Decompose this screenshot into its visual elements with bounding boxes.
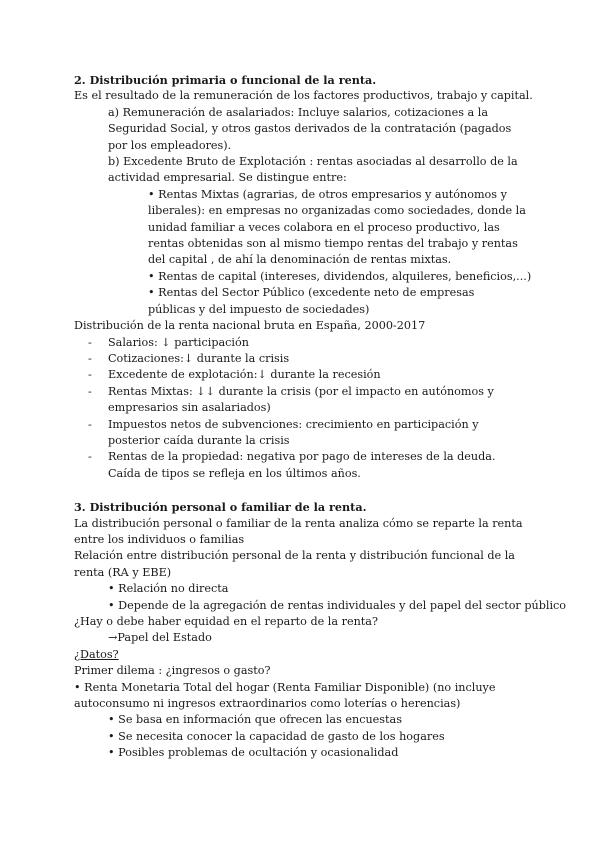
relation-paragraph: Relación entre distribución personal de la renta y distribución funcional de la renta (RA y EBE) — [74, 549, 515, 579]
dash-item-text: Cotizaciones:↓ durante la crisis — [108, 351, 290, 365]
final-bullet-capacidad-gasto: • Se necesita conocer la capacidad de gasto de los hogares — [108, 729, 445, 743]
distribution-title: Distribución de la renta nacional bruta en España, 2000-2017 — [74, 319, 426, 333]
document-page — [74, 72, 567, 762]
dash-item-cotizaciones — [74, 351, 534, 367]
section-2-heading: 2. Distribución primaria o funcional de la renta. — [74, 73, 377, 87]
dash-item-salarios — [74, 335, 534, 351]
sub-bullet-sector-publico: • Rentas del Sector Público (excedente neto de empresas públicas y del impuesto de sociedades) — [148, 286, 475, 316]
dash-item-rentas-mixtas — [74, 384, 524, 417]
final-bullet-encuestas: • Se basa en información que ofrecen las encuestas — [108, 713, 402, 727]
dash-marker: - — [88, 368, 92, 382]
datos-heading: ¿Datos? — [74, 647, 119, 661]
primer-dilema: Primer dilema : ¿ingresos o gasto? — [74, 664, 271, 678]
section-3-intro: La distribución personal o familiar de la renta analiza cómo se reparte la renta entre los individuos o familias — [74, 516, 523, 546]
dash-marker: - — [88, 351, 92, 365]
sub-bullet-rentas-capital: • Rentas de capital (intereses, dividendos, alquileres, beneficios,...) — [148, 269, 532, 283]
dash-item-text: Impuestos netos de subvenciones: crecimiento en participación y posterior caída durante la crisis — [108, 417, 479, 447]
dash-item-text: Rentas Mixtas: ↓↓ durante la crisis (por el impacto en autónomos y empresarios sin asalariados) — [108, 384, 494, 415]
dash-item-text: Rentas de la propiedad: negativa por pago de intereses de la deuda. Caída de tipos se refleja en los últimos años. — [108, 450, 496, 480]
sub-bullet-rentas-mixtas: • Rentas Mixtas (agrarias, de otros empresarios y autónomos y liberales): en empresas no organizadas como sociedades, donde la unidad familiar a veces colabora en el proceso productivo, las rentas obtenidas son al mismo tiempo rentas del trabajo y rentas del capital , de ahí la denominación de rentas mixtas. — [148, 187, 526, 267]
dash-item-impuestos — [74, 417, 532, 450]
dash-marker: - — [88, 417, 92, 431]
item-b-paragraph: b) Excedente Bruto de Explotación : rentas asociadas al desarrollo de la actividad empresarial. Se distingue entre: — [108, 155, 518, 185]
relation-bullet-agregacion: • Depende de la agregación de rentas individuales y del papel del sector público — [108, 598, 567, 612]
dash-item-propiedad — [74, 449, 518, 482]
papel-estado-item: →Papel del Estado — [108, 631, 212, 645]
dash-item-text: Excedente de explotación:↓ durante la recesión — [108, 368, 381, 382]
section-gap — [74, 482, 534, 499]
dash-marker: - — [88, 450, 92, 464]
equity-question: ¿Hay o debe haber equidad en el reparto de la renta? — [74, 615, 378, 628]
dash-item-text: Salarios: ↓ participación — [108, 335, 249, 349]
dash-marker: - — [88, 384, 92, 398]
renta-monetaria-paragraph: • Renta Monetaria Total del hogar (Renta Familiar Disponible) (no incluye autoconsumo ni ingresos extraordinarios como loterías o herencias) — [74, 680, 496, 711]
dash-marker: - — [88, 335, 92, 349]
item-a-paragraph: a) Remuneración de asalariados: Incluye salarios, cotizaciones a la Seguridad Social, y otros gastos derivados de la contratación (pagados por los empleadores). — [108, 105, 512, 152]
section-2-intro: Es el resultado de la remuneración de los factores productivos, trabajo y capital. — [74, 89, 533, 103]
relation-bullet-no-directa: • Relación no directa — [108, 582, 229, 596]
section-3-heading: 3. Distribución personal o familiar de la renta. — [74, 500, 367, 515]
final-bullet-ocultacion: • Posibles problemas de ocultación y ocasionalidad — [108, 746, 399, 760]
dash-item-excedente — [74, 367, 534, 383]
